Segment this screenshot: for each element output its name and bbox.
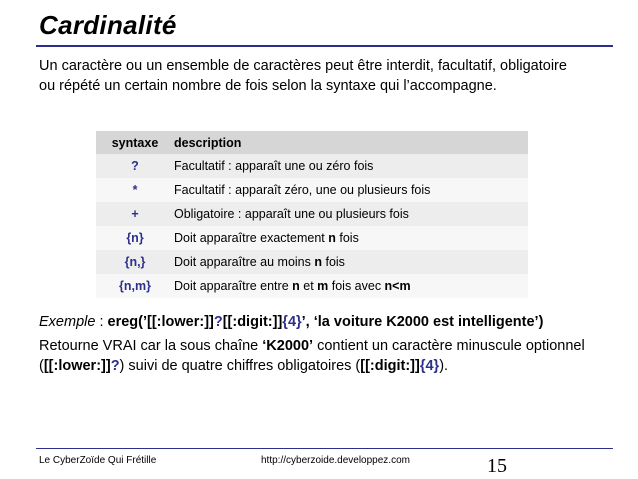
explanation-text: contient un caractère minuscule optionnel ( [39,338,585,374]
table-row [96,226,528,250]
header-syntax: syntaxe [96,131,174,154]
desc-text: fois [335,231,359,245]
table-row [96,202,528,226]
description-cell [174,250,528,274]
header-description: description [174,131,528,154]
slide-title: Cardinalité [39,10,177,40]
desc-text: Doit apparaître entre [174,279,293,293]
explanation-optional-quantifier: ? [110,358,120,374]
desc-var: n<m [384,279,411,293]
description-cell: Obligatoire : apparaît une ou plusieurs fois [174,202,528,226]
desc-var: n [328,231,336,245]
explanation-class-digit: [[:digit:]] [360,358,420,374]
desc-text: Doit apparaître au moins [174,255,315,269]
example-code [108,314,544,330]
desc-text: fois [322,255,345,269]
table-row [96,274,528,298]
intro-paragraph: Un caractère ou un ensemble de caractères peut être interdit, facultatif, obligatoire ou répété un certain nombre de fois selon la syntaxe qui l’accompagne. [39,58,567,94]
syntax-cell: * [96,178,174,202]
syntax-cell: {n} [96,226,174,250]
explanation-text: Retourne VRAI car la sous chaîne [39,338,263,354]
explanation-count-quantifier: {4} [419,358,440,374]
example-label: Exemple [39,314,96,330]
example-class-digit: [[:digit:]] [222,314,283,330]
desc-text: et [299,279,318,293]
desc-var: m [317,279,329,293]
desc-var: n [292,279,300,293]
syntax-cell: {n,} [96,250,174,274]
footer-divider [36,448,613,449]
example-separator: : [95,314,108,330]
explanation-text: ) suivi de quatre chiffres obligatoires ( [119,358,361,374]
example-count-quantifier: {4} [282,314,302,330]
description-cell [174,226,528,250]
footer-author: Le CyberZoïde Qui Frétille [39,455,157,466]
cardinality-table [96,131,528,298]
explanation-class-lower: [[:lower:]] [43,358,111,374]
explanation-highlight: ‘K2000’ [262,338,314,354]
table-row [96,154,528,178]
description-cell: Facultatif : apparaît zéro, une ou plusieurs fois [174,178,528,202]
syntax-cell: + [96,202,174,226]
example-class-lower: [[:lower:]] [147,314,214,330]
explanation-text: ). [439,358,449,374]
description-cell: Facultatif : apparaît une ou zéro fois [174,154,528,178]
example-optional-quantifier: ? [213,314,223,330]
table-header-row [96,131,528,154]
table-row [96,250,528,274]
syntax-cell: {n,m} [96,274,174,298]
desc-text: Doit apparaître exactement [174,231,329,245]
page-number: 15 [487,455,507,477]
explanation-paragraph [39,336,614,376]
desc-var: n [314,255,322,269]
description-cell [174,274,528,298]
desc-text: fois avec [328,279,385,293]
example-line [39,312,614,332]
example-string: ’, ‘la voiture K2000 est intelligente’) [301,314,544,330]
syntax-cell: ? [96,154,174,178]
footer-url: http://cyberzoide.developpez.com [261,455,410,466]
example-func-open: ereg(’ [107,314,148,330]
title-underline [36,45,613,47]
table-row [96,178,528,202]
